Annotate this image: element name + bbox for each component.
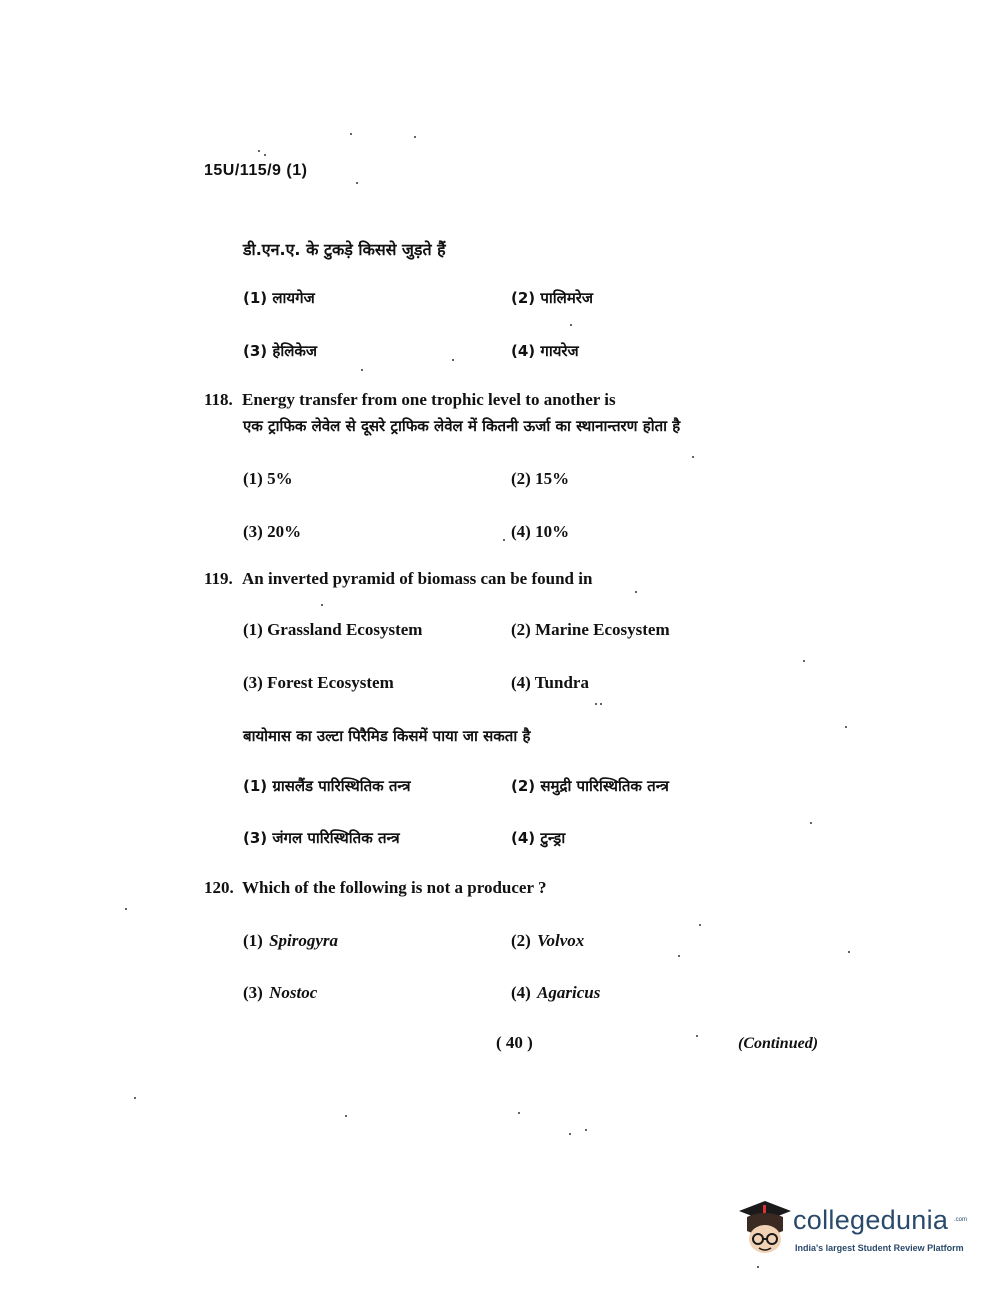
q119-option-1: (1) Grassland Ecosystem (243, 620, 423, 639)
page-number: ( 40 ) (496, 1033, 533, 1052)
q118-option-2: (2) 15% (511, 469, 570, 488)
q119-hindi-option-4: (4) टुन्ड्रा (511, 829, 566, 847)
q119-question (204, 569, 592, 589)
q118-option-4: (4) 10% (511, 522, 570, 541)
q118-english: Energy transfer from one trophic level to another is (242, 390, 616, 409)
logo-tagline: India's largest Student Review Platform (795, 1243, 964, 1253)
q117-option-1: (1) लायगेज (243, 289, 315, 307)
q117-option-2: (2) पालिमरेज (511, 289, 594, 307)
q119-option-4: (4) Tundra (511, 673, 589, 692)
q120-question (204, 878, 546, 898)
q120-option-1 (243, 931, 338, 951)
q119-option-2: (2) Marine Ecosystem (511, 620, 670, 639)
paper-code: 15U/115/9 (1) (204, 162, 308, 179)
q120-option-4-text: Agaricus (537, 983, 601, 1002)
q120-option-2-num: (2) (511, 931, 531, 950)
q120-option-1-num: (1) (243, 931, 263, 950)
q120-option-4-num: (4) (511, 983, 531, 1002)
q117-option-4: (4) गायरेज (511, 342, 579, 360)
collegedunia-logo (735, 1195, 968, 1265)
q120-option-1-text: Spirogyra (269, 931, 339, 950)
q120-option-2 (511, 931, 584, 951)
q120-option-2-text: Volvox (537, 931, 585, 950)
q117-option-3: (3) हेलिकेज (243, 342, 318, 360)
q120-option-3 (243, 983, 317, 1003)
q119-hindi-option-1: (1) ग्रासलैंड पारिस्थितिक तन्त्र (243, 777, 411, 795)
q120-option-3-text: Nostoc (269, 983, 318, 1002)
q118-number: 118. (204, 390, 233, 409)
graduate-mascot-icon (735, 1195, 795, 1257)
q119-option-3: (3) Forest Ecosystem (243, 673, 394, 692)
q119-hindi-option-3: (3) जंगल पारिस्थितिक तन्त्र (243, 829, 400, 847)
q119-hindi-option-2: (2) समुद्री पारिस्थितिक तन्त्र (511, 777, 669, 795)
q119-number: 119. (204, 569, 233, 588)
q118-hindi: एक ट्राफिक लेवेल से दूसरे ट्राफिक लेवेल में कितनी ऊर्जा का स्थानान्तरण होता है (243, 417, 681, 435)
logo-domain: .com (954, 1217, 968, 1223)
q120-number: 120. (204, 878, 234, 897)
q118-option-1: (1) 5% (243, 469, 293, 488)
q118-question (204, 390, 616, 410)
q120-option-3-num: (3) (243, 983, 263, 1002)
q119-english: An inverted pyramid of biomass can be found in (242, 569, 593, 588)
q119-hindi: बायोमास का उल्टा पिरैमिड किसमें पाया जा सकता है (243, 727, 531, 745)
q118-option-3: (3) 20% (243, 522, 302, 541)
logo-brand: collegedunia (793, 1205, 949, 1235)
continued-label: (Continued) (738, 1035, 819, 1052)
q120-english: Which of the following is not a producer ? (242, 878, 547, 897)
q117-hindi-question: डी.एन.ए. के टुकड़े किससे जुड़ते हैं (243, 240, 446, 259)
q120-option-4 (511, 983, 600, 1003)
